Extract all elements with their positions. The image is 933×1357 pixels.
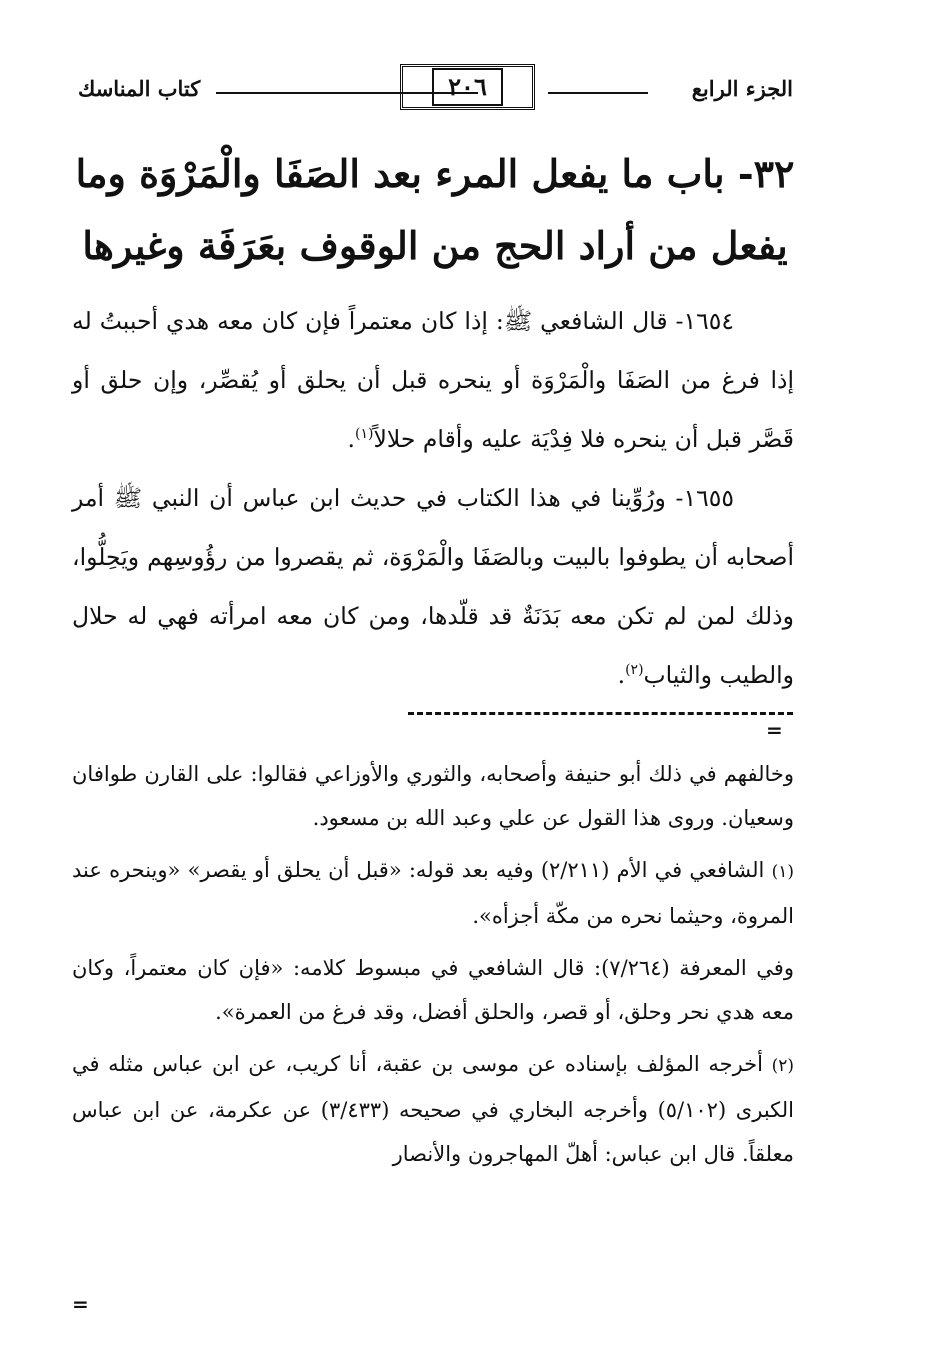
continuation-mark: = bbox=[766, 718, 783, 742]
footnote-marker-2: (٢) bbox=[771, 1056, 794, 1076]
chapter-title: ٣٢- باب ما يفعل المرء بعد الصَفَا والْمَرْوَة وما يفعل من أراد الحج من الوقوف بعَرَفَة وغيرها bbox=[75, 151, 795, 268]
footnote-1-more: وفي المعرفة (٧/٢٦٤): قال الشافعي في مبسوط كلامه: «فإن كان معتمراً، وكان معه هدي نحر وحلق، أو قصر، والحلق أفضل، وقد فرغ من العمرة». bbox=[72, 956, 794, 1024]
paragraph-1654 bbox=[72, 292, 794, 469]
paragraph-end: . bbox=[617, 661, 626, 689]
book-label: كتاب المناسك bbox=[78, 76, 201, 101]
page-number: ٢٠٦ bbox=[432, 68, 503, 106]
footnote-divider bbox=[408, 712, 793, 715]
footnote-marker-1: (١) bbox=[771, 862, 794, 882]
volume-label: الجزء الرابع bbox=[691, 76, 793, 101]
footnote-ref-1: (١) bbox=[354, 426, 374, 443]
paragraph-text: ١٦٥٤- قال الشافعي ﷺ: إذا كان معتمراً فإن كان معه هدي أحببتُ له إذا فرغ من الصَفَا والْمَرْوَة أو ينحره قبل أن يحلق أو يُقصِّر، وإن حلق أو قَصَّر قبل أن ينحره فلا فِدْيَة عليه وأقام حلالاً bbox=[72, 307, 794, 453]
footnote-continuation: وخالفهم في ذلك أبو حنيفة وأصحابه، والثوري والأوزاعي فقالوا: على القارن طوافان وسعيان. وروى هذا القول عن علي وعبد الله بن مسعود. bbox=[72, 762, 794, 830]
continuation-mark-end: = bbox=[72, 1292, 89, 1316]
footnote-1-text: الشافعي في الأم (٢/٢١١) وفيه بعد قوله: «قبل أن يحلق أو يقصر» «وينحره عند المروة، وحيثما نحره من مكّة أجزأه». bbox=[72, 858, 794, 928]
footnotes bbox=[72, 752, 794, 1184]
footnote-2-text: أخرجه المؤلف بإسناده عن موسى بن عقبة، أنا كريب، عن ابن عباس مثله في الكبرى (٥/١٠٢) وأخرجه البخاري في صحيحه (٣/٤٣٣) عن عكرمة، عن ابن عباس معلقاً. قال ابن عباس: أهلّ المهاجرون والأنصار bbox=[72, 1052, 794, 1166]
paragraph-text: ١٦٥٥- ورُوِّينا في هذا الكتاب في حديث ابن عباس أن النبي ﷺ أمر أصحابه أن يطوفوا بالبيت وبالصَفَا والْمَرْوَة، ثم يقصروا من رؤُوسِهم ويَحِلُّوا، وذلك لمن لم تكن معه بَدَنَةٌ قد قلّدها، ومن كان معه امرأته فهي له حلال والطيب والثياب bbox=[72, 484, 794, 689]
header-rule-left bbox=[216, 92, 478, 94]
footnote-1 bbox=[72, 848, 794, 938]
header-rule-right bbox=[548, 92, 648, 94]
footnote-ref-2: (٢) bbox=[625, 662, 644, 679]
page-number-box bbox=[400, 64, 535, 110]
page-header bbox=[78, 62, 793, 118]
paragraph-1655 bbox=[72, 469, 794, 705]
paragraph-end: . bbox=[347, 425, 355, 453]
footnote-2 bbox=[72, 1042, 794, 1176]
main-text bbox=[72, 292, 794, 705]
